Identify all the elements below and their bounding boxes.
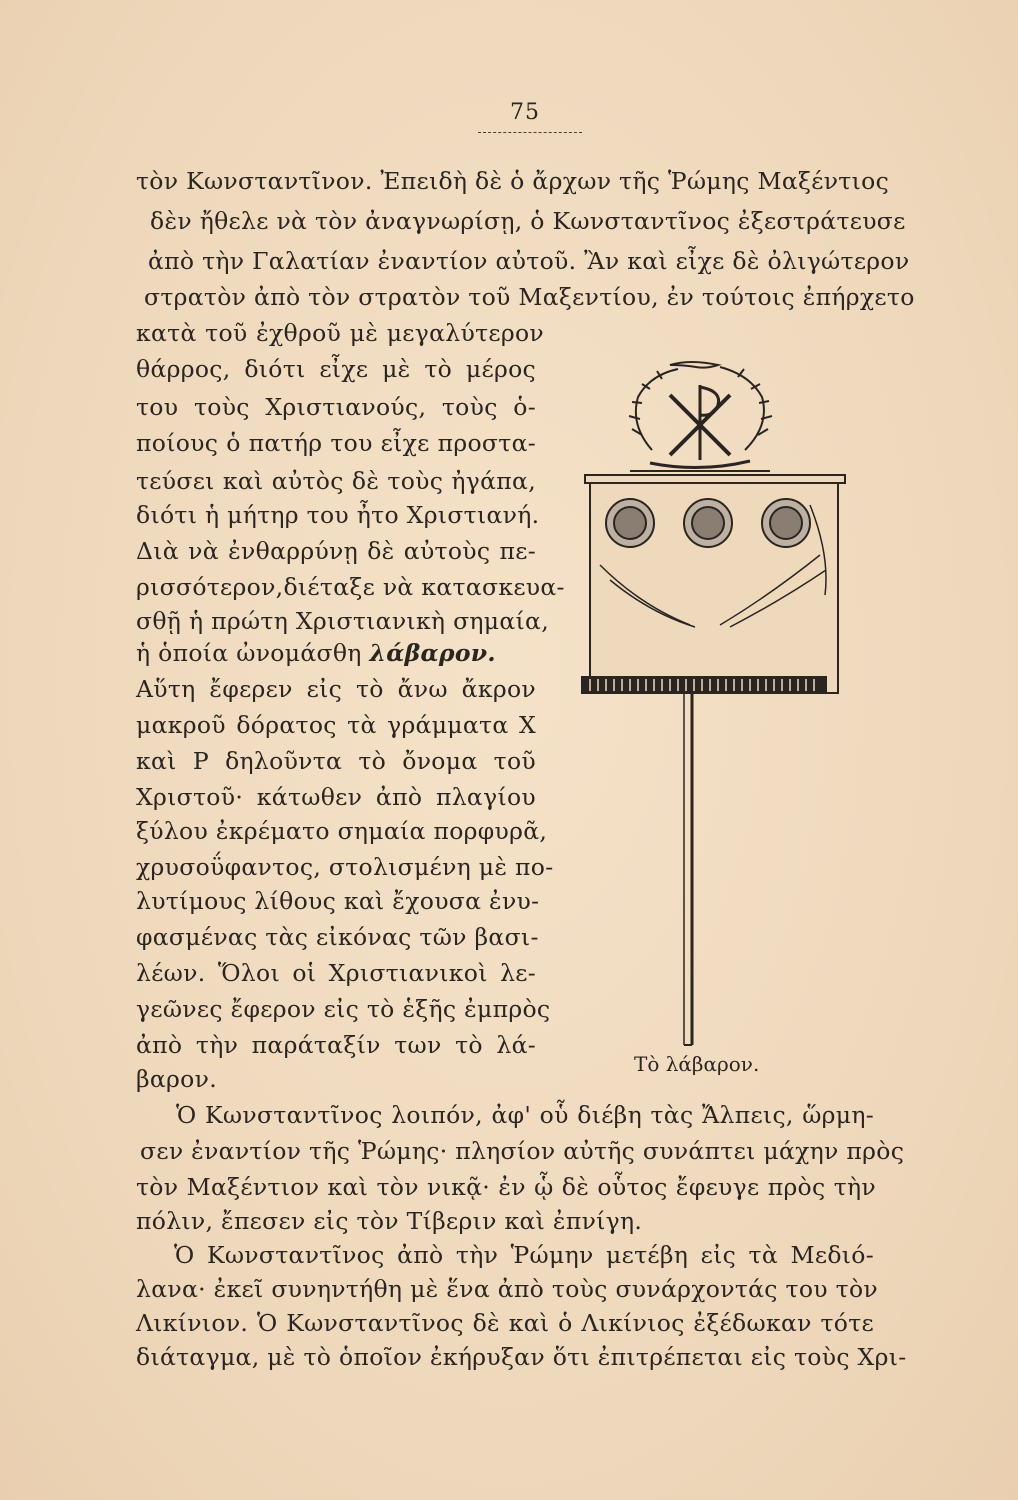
page-number-rule [478,132,582,133]
text-line: Χριστοῦ· κάτωθεν ἀπὸ πλαγίου [136,783,536,811]
text-line: Λικίνιον. Ὁ Κωνσταντῖνος δὲ καὶ ὁ Λικίνιος ἐξέδωκαν τότε [136,1309,874,1337]
text-line: λανα· ἐκεῖ συνηντήθη μὲ ἕνα ἀπὸ τοὺς συνάρχοντάς του τὸν [136,1275,878,1303]
text-line: ἀπὸ τὴν Γαλατίαν ἐναντίον αὐτοῦ. Ἂν καὶ εἶχε δὲ ὀλιγώτερον [148,247,910,275]
text-line: μακροῦ δόρατος τὰ γράμματα Χ [136,711,536,739]
text-line: δὲν ἤθελε νὰ τὸν ἀναγνωρίσῃ, ὁ Κωνσταντῖνος ἐξεστράτευσε [150,207,906,235]
text-line: Ὁ Κωνσταντῖνος λοιπόν, ἀφ' οὗ διέβη τὰς Ἄλπεις, ὥρμη- [176,1101,874,1129]
text-line: τὸν Κωνσταντῖνον. Ἐπειδὴ δὲ ὁ ἄρχων τῆς Ῥώμης Μαξέντιος [136,167,890,195]
text-line: ἀπὸ τὴν παράταξίν των τὸ λά- [136,1031,536,1059]
text-line: διότι ἡ μήτηρ του ἦτο Χριστιανή. [136,501,540,529]
labarum-illustration [570,355,860,1055]
text-line: λυτίμους λίθους καὶ ἔχουσα ἐνυ- [136,887,540,915]
text-line: πόλιν, ἔπεσεν εἰς τὸν Τίβεριν καὶ ἐπνίγη. [136,1207,643,1235]
text-line: λέων. Ὅλοι οἱ Χριστιανικοὶ λε- [136,959,536,987]
text-line: τὸν Μαξέντιον καὶ τὸν νικᾷ· ἐν ᾧ δὲ οὗτος ἔφευγε πρὸς τὴν [136,1173,876,1201]
text-line: στρατὸν ἀπὸ τὸν στρατὸν τοῦ Μαξεντίου, ἐν τούτοις ἐπήρχετο [144,283,915,311]
text-line: γεῶνες ἔφερον εἰς τὸ ἑξῆς ἐμπρὸς [136,995,551,1023]
text-line: του τοὺς Χριστιανούς, τοὺς ὁ- [136,393,536,421]
page-number: 75 [510,100,540,125]
text-line: Αὕτη ἔφερεν εἰς τὸ ἄνω ἄκρον [136,675,536,703]
text-line: σθῇ ἡ πρώτη Χριστιανικὴ σημαία, [136,607,549,635]
text-line: χρυσοΰφαντος, στολισμένη μὲ πο- [136,853,554,881]
text-line-lavaron [136,638,496,668]
text-line: ξύλου ἐκρέματο σημαία πορφυρᾶ, [136,817,548,845]
text-line: σεν ἐναντίον τῆς Ῥώμης· πλησίον αὐτῆς συνάπτει μάχην πρὸς [140,1137,905,1165]
emphasis-word: λάβαρον. [369,639,496,667]
text-line: κατὰ τοῦ ἐχθροῦ μὲ μεγαλύτερον [136,319,544,347]
figure-caption: Τὸ λάβαρον. [634,1052,760,1076]
text-line: ρισσότερον,διέταξε νὰ κατασκευα- [136,573,565,601]
text-line: φασμένας τὰς εἰκόνας τῶν βασι- [136,923,539,951]
text-line: τεύσει καὶ αὐτὸς δὲ τοὺς ἠγάπα, [136,467,536,495]
chi-rho-icon [670,385,730,460]
text-line: θάρρος, διότι εἶχε μὲ τὸ μέρος [136,355,536,383]
text-line: ποίους ὁ πατήρ του εἶχε προστα- [136,429,536,457]
text-line: διάταγμα, μὲ τὸ ὁποῖον ἐκήρυξαν ὅτι ἐπιτρέπεται εἰς τοὺς Χρι- [136,1343,907,1371]
text-line: καὶ Ρ δηλοῦντα τὸ ὄνομα τοῦ [136,747,536,775]
text-line: βαρον. [136,1065,217,1093]
text-line: Ὁ Κωνσταντῖνος ἀπὸ τὴν Ῥώμην μετέβη εἰς τὰ Μεδιό- [174,1241,874,1269]
text-line: Διὰ νὰ ἐνθαρρύνῃ δὲ αὐτοὺς πε- [136,537,536,565]
text-line: ἡ ὁποία ὠνομάσθη [136,639,362,667]
